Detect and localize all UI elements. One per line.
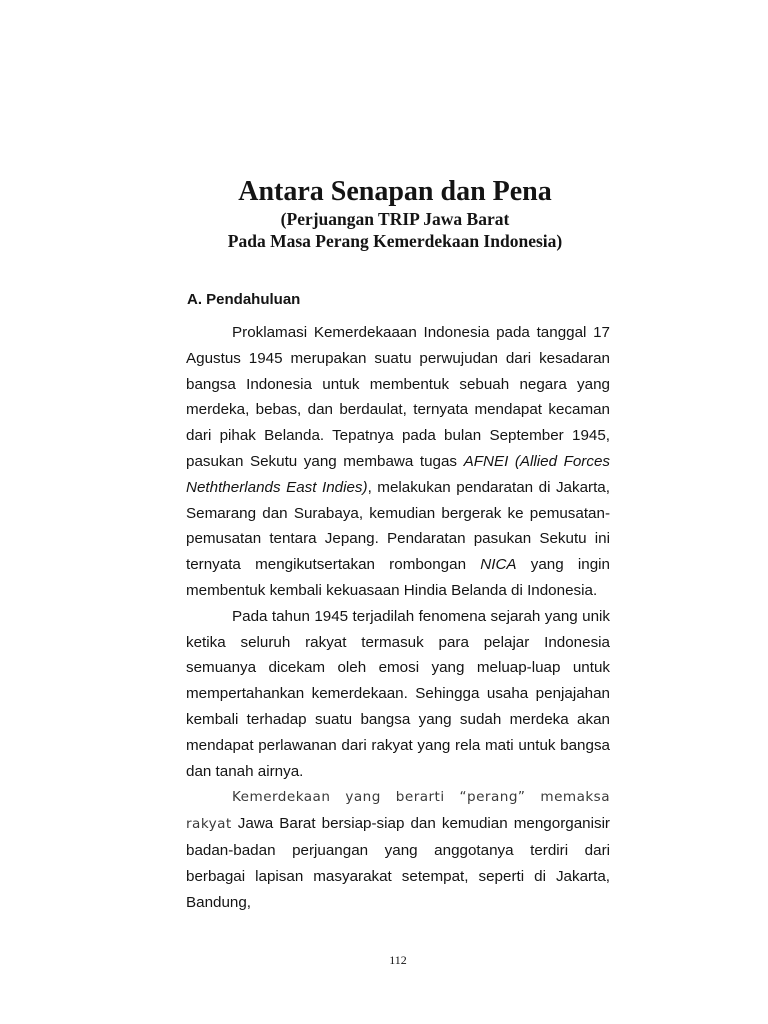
- title-block: [0, 176, 768, 252]
- body-text: [186, 320, 610, 915]
- document-title: Antara Senapan dan Pena: [238, 176, 552, 207]
- paragraph-3-lead: Kemerdekaan yang berarti “perang” memaksa rakyat: [186, 789, 610, 833]
- nica-term: NICA: [480, 556, 517, 574]
- paragraph-2: Pada tahun 1945 terjadilah fenomena sejarah yang unik ketika seluruh rakyat termasuk para pelajar Indonesia semuanya dicekam oleh emosi yang meluap-luap untuk mempertahankan kemerdekaan. Sehingga usaha penjajahan kembali terhadap suatu bangsa yang sudah merdeka akan mendapat perlawanan dari rakyat yang rela mati untuk bangsa dan tanah airnya.: [186, 607, 610, 780]
- document-subtitle-line-1: (Perjuangan TRIP Jawa Barat: [280, 209, 510, 229]
- paragraph-3: [186, 784, 610, 915]
- document-subtitle-line-2: Pada Masa Perang Kemerdekaan Indonesia): [227, 231, 563, 251]
- page-number: 112: [389, 953, 407, 967]
- afnei-term: AFNEI (Allied Forces Neththerlands East Indies): [186, 452, 610, 496]
- paragraph-3-text: Jawa Barat bersiap-siap dan kemudian mengorganisir badan-badan perjuangan yang anggotanya terdiri dari berbagai lapisan masyarakat setempat, seperti di Jakarta, Bandung,: [186, 815, 610, 911]
- paragraph-1-text-part-2: , melakukan pendaratan di Jakarta, Semarang dan Surabaya, kemudian bergerak ke pemusatan-pemusatan tentara Jepang. Pendaratan pasukan Sekutu ini ternyata mengikutsertakan rombongan: [186, 478, 610, 574]
- section-heading: A. Pendahuluan: [187, 291, 301, 308]
- paragraph-1-text-part-1: Proklamasi Kemerdekaaan Indonesia pada tanggal 17 Agustus 1945 merupakan suatu perwujudan dari kesadaran bangsa Indonesia untuk membentuk sebuah negara yang merdeka, bebas, dan berdaulat, ternyata mendapat kecaman dari pihak Belanda. Tepatnya pada bulan September 1945, pasukan Sekutu yang membawa tugas: [186, 324, 610, 470]
- paragraph-1: [186, 320, 610, 604]
- paragraph-1-text-part-3: yang ingin membentuk kembali kekuasaan Hindia Belanda di Indonesia.: [186, 556, 611, 599]
